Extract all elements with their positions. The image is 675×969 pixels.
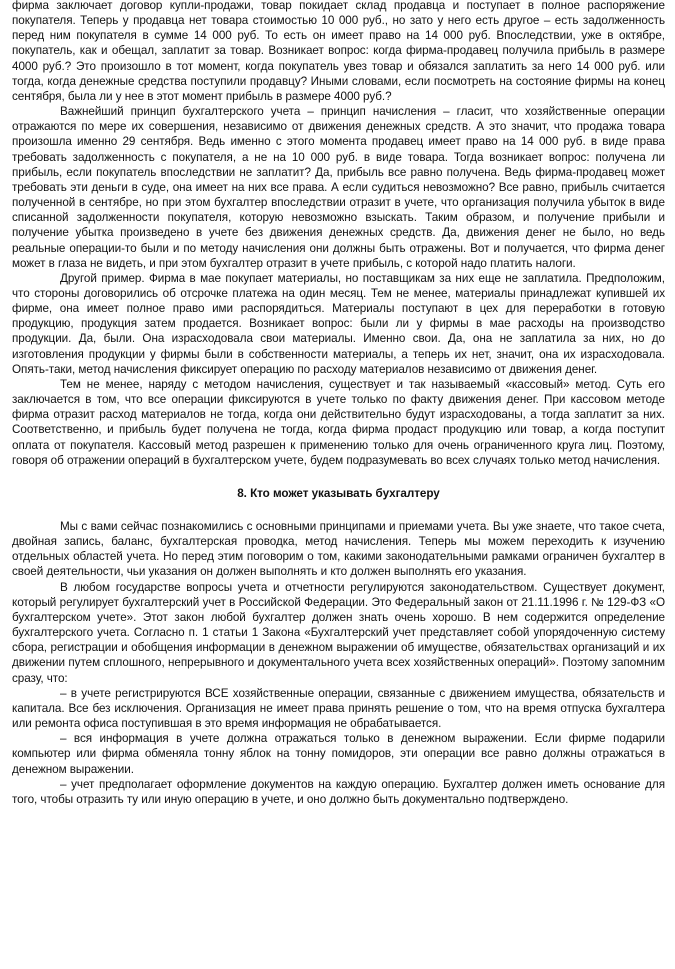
paragraph: В любом государстве вопросы учета и отчетности регулируются законодательством. Существует документ, который регулирует бухгалтерский учет в Российской Федерации. Это Федеральный закон от 21.11.1996 г. № 129-ФЗ «О бухгалтерском учете». Этот закон любой бухгалтер должен знать очень хорошо. В нем содержится определение бухгалтерского учета. Согласно п. 1 статьи 1 Закона «Бухгалтерский учет представляет собой упорядоченную систему сбора, регистрации и обобщения информации в денежном выражении об имуществе, обязательствах организаций и их движении путем сплошного, непрерывного и документального учета всех хозяйственных операций». Поэтому запомним сразу, что: (12, 580, 665, 685)
paragraph: Тем не менее, наряду с методом начисления, существует и так называемый «кассовый» метод. Суть его заключается в том, что все операции фиксируются в учете только по факту движения денег. При кассовом методе фирма отразит расход материалов не тогда, когда они действительно будут израсходованы, а тогда заплатит за них. Соответственно, и прибыль будет получена не тогда, когда фирма продаст продукцию или товар, а когда поступит оплата от покупателя. Кассовый метод разрешен к применению только для очень ограниченного круга лиц. Поэтому, говоря об отражении операций в бухгалтерском учете, будем подразумевать во всех случаях только метод начисления. (12, 377, 665, 467)
paragraph: Другой пример. Фирма в мае покупает материалы, но поставщикам за них еще не заплатила. Предположим, что стороны договорились об отсрочке платежа на один месяц. Тем не менее, материалы принадлежат купившей их фирме, она имеет полное право ими распорядиться. Материалы поступают в цех для переработки в готовую продукцию, продукция затем продается. Возникает вопрос: были ли у фирмы в мае расходы на производство продукции. Да, были. Она израсходовала свои материалы. Именно свои. Да, она не заплатила за них, но до изготовления продукции у фирмы были в собственности материалы, а теперь их нет, значит, она их израсходовала. Опять-таки, метод начисления фиксирует операцию по расходу материалов независимо от движения денег. (12, 271, 665, 376)
section-body (12, 519, 665, 807)
paragraph: Мы с вами сейчас познакомились с основными принципами и приемами учета. Вы уже знаете, что такое счета, двойная запись, баланс, бухгалтерская проводка, метод начисления. Теперь мы можем переходить к изучению отдельных областей учета. Но перед этим поговорим о том, какими законодательными рамками ограничен бухгалтер в своей деятельности, чьи указания он должен выполнять и кто должен выполнять его указания. (12, 520, 665, 579)
section-heading: 8. Кто может указывать бухгалтеру (237, 486, 440, 500)
section-before (12, 0, 665, 468)
paragraph: Важнейший принцип бухгалтерского учета – принцип начисления – гласит, что хозяйственные операции отражаются по мере их совершения, независимо от движения денежных средств. А это значит, что продажа товара произошла именно 29 сентября. Ведь именно с этого момента продавец имеет право на 14 000 руб. в виде права требовать задолженность с покупателя, а не на 10 000 руб. в виде товара. Тогда возникает вопрос: получена ли прибыль, если покупатель впоследствии не заплатит? Да, прибыль все равно получена. Ведь фирма-продавец может требовать эти деньги в суде, она имеет на них все права. А если судиться невозможно? Все равно, прибыль считается полученной в сентябре, но при этом бухгалтер впоследствии отразит в учете, что организация получила убыток в виде списанной задолженности покупателя, которую невозможно взыскать. Таким образом, и получение прибыли и получение убытка произведено в учете без движения денежных средств. Да, движения денег не было, но ведь реальные операции-то были и по методу начисления они должны быть отражены. Вот и получается, что фирма денег может в глаза не видеть, и при этом бухгалтер отразит в учете прибыль, с которой надо платить налоги. (12, 105, 665, 270)
list-item: – в учете регистрируются ВСЕ хозяйственные операции, связанные с движением имущества, обязательств и капитала. Все без исключения. Организация не имеет права принять решение о том, что на время отпуска бухгалтера или ремонта офиса поступившая в это время информация не обрабатывается. (12, 686, 665, 731)
list-item: – вся информация в учете должна отражаться только в денежном выражении. Если фирме подарили компьютер или фирма обменяла тонну яблок на тонну помидоров, эти операции все равно должны отражаться в денежном выражении. (12, 732, 665, 776)
paragraph: фирма заключает договор купли-продажи, товар покидает склад продавца и поступает в полное распоряжение покупателя. Теперь у продавца нет товара стоимостью 10 000 руб., но зато у него есть другое – есть задолженность перед ним покупателя в сумме 14 000 руб. То есть он имеет право на 14 000 руб. Впоследствии, уже в октябре, покупатель, как и обещал, заплатит за товар. Возникает вопрос: когда фирма-продавец получила прибыль в размере 4000 руб.? Это произошло в тот момент, когда покупатель увез товар и обязался заплатить за него 14 000 руб. или тогда, когда денежные средства поступили продавцу? Иными словами, если посмотреть на состояние фирмы на конец сентября, была ли у нее в этот момент прибыль в размере 4000 руб.? (12, 0, 665, 103)
list-item: – учет предполагает оформление документов на каждую операцию. Бухгалтер должен иметь основание для того, чтобы отразить ту или иную операцию в учете, и оно должно быть документально подтверждено. (12, 777, 665, 806)
document-page (12, 0, 665, 807)
